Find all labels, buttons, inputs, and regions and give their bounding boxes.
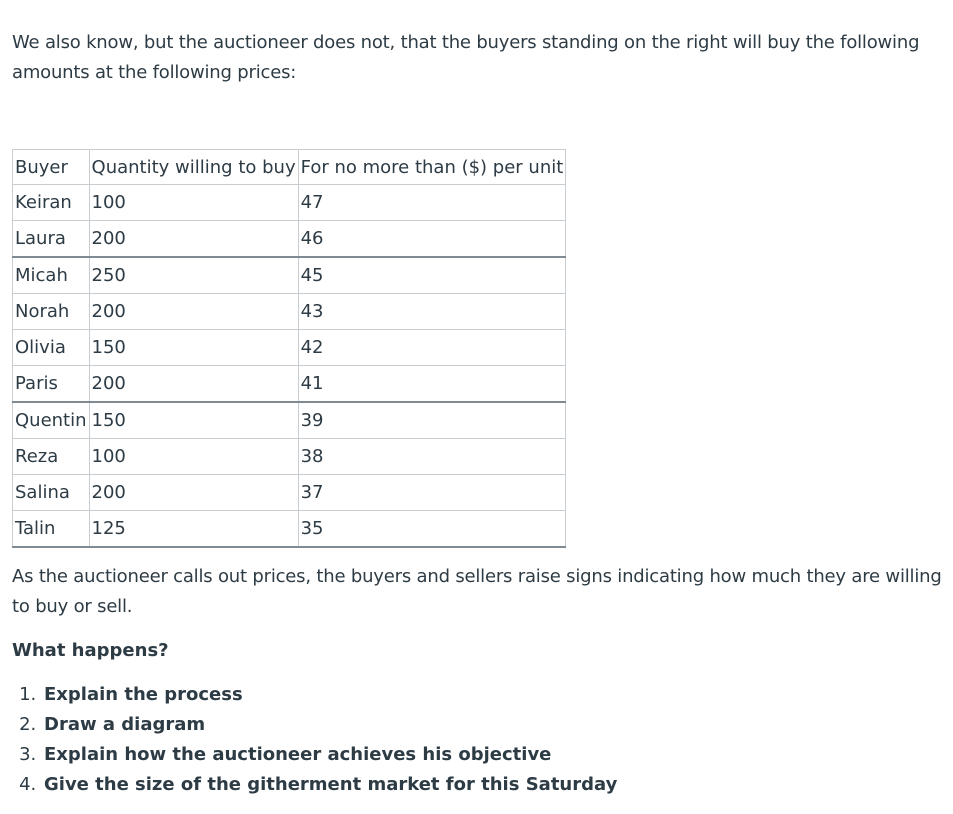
price-cell: 38 (298, 439, 566, 475)
table-row (13, 185, 566, 221)
list-item (42, 710, 948, 740)
buyers-table (12, 149, 566, 548)
buyer-cell: Keiran (13, 185, 90, 221)
quantity-cell: 125 (89, 511, 298, 548)
price-cell: 43 (298, 294, 566, 330)
quantity-cell: 200 (89, 294, 298, 330)
price-cell: 45 (298, 257, 566, 294)
task-list (12, 680, 948, 800)
buyer-cell: Laura (13, 221, 90, 258)
table-header-row (13, 150, 566, 185)
buyer-cell: Talin (13, 511, 90, 548)
task-text: Explain the process (44, 684, 243, 705)
list-item (42, 680, 948, 710)
quantity-cell: 150 (89, 330, 298, 366)
quantity-cell: 200 (89, 221, 298, 258)
quantity-cell: 200 (89, 366, 298, 403)
task-text: Give the size of the githerment market for this Saturday (44, 774, 618, 795)
buyer-cell: Norah (13, 294, 90, 330)
price-cell: 47 (298, 185, 566, 221)
price-cell: 35 (298, 511, 566, 548)
price-cell: 42 (298, 330, 566, 366)
price-cell: 39 (298, 402, 566, 439)
quantity-cell: 100 (89, 439, 298, 475)
price-cell: 41 (298, 366, 566, 403)
intro-paragraph: We also know, but the auctioneer does not, that the buyers standing on the right will buy the following amounts at the following prices: (12, 32, 920, 83)
list-item (42, 770, 948, 800)
document-body (12, 28, 948, 800)
buyer-cell: Olivia (13, 330, 90, 366)
task-text: Draw a diagram (44, 714, 206, 735)
quantity-cell: 250 (89, 257, 298, 294)
table-row (13, 221, 566, 258)
table-row (13, 366, 566, 403)
table-row (13, 294, 566, 330)
table-row (13, 402, 566, 439)
table-row (13, 439, 566, 475)
header-price: For no more than ($) per unit (298, 150, 566, 185)
price-cell: 37 (298, 475, 566, 511)
table-row (13, 475, 566, 511)
buyer-cell: Quentin (13, 402, 90, 439)
quantity-cell: 100 (89, 185, 298, 221)
quantity-cell: 150 (89, 402, 298, 439)
task-text: Explain how the auctioneer achieves his objective (44, 744, 552, 765)
quantity-cell: 200 (89, 475, 298, 511)
question-heading: What happens? (12, 640, 169, 661)
buyer-cell: Micah (13, 257, 90, 294)
price-cell: 46 (298, 221, 566, 258)
list-item (42, 740, 948, 770)
buyer-cell: Paris (13, 366, 90, 403)
buyer-cell: Reza (13, 439, 90, 475)
auction-paragraph: As the auctioneer calls out prices, the buyers and sellers raise signs indicating how much they are willing to buy or sell. (12, 566, 942, 617)
table-row (13, 257, 566, 294)
header-quantity: Quantity willing to buy (89, 150, 298, 185)
table-row (13, 511, 566, 548)
table-row (13, 330, 566, 366)
header-buyer: Buyer (13, 150, 90, 185)
buyer-cell: Salina (13, 475, 90, 511)
